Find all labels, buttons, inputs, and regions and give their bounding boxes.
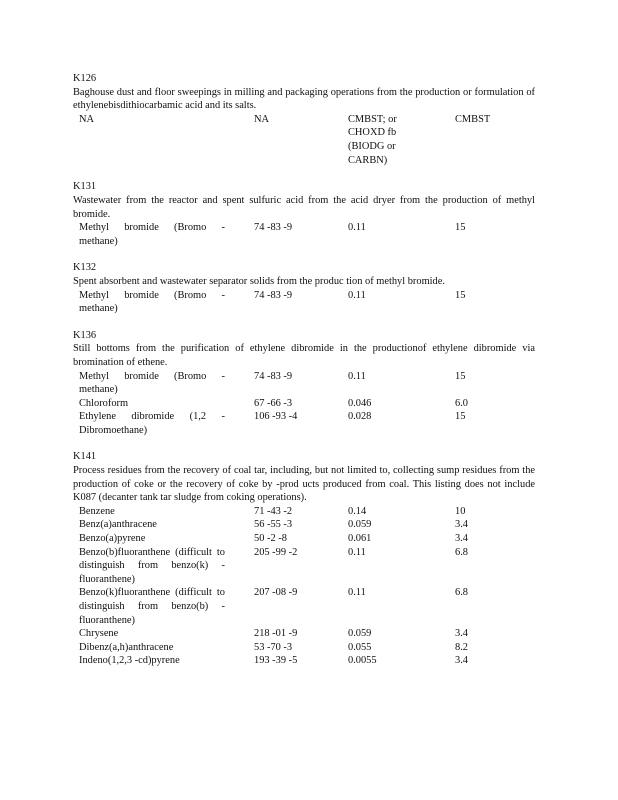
wastewater-standard: 0.028 <box>348 411 372 423</box>
nonwastewater-standard: 15 <box>455 411 466 423</box>
cas-number: 67 -66 -3 <box>254 397 293 409</box>
wastewater-standard: 0.055 <box>348 641 372 653</box>
constituent-name: NA <box>79 113 95 125</box>
waste-description: Spent absorbent and wastewater separator solids from the produc tion of methyl bromide. <box>73 275 445 287</box>
nonwastewater-standard: 10 <box>455 505 466 517</box>
cas-number: 106 -93 -4 <box>254 411 298 423</box>
cas-number: 193 -39 -5 <box>254 655 298 667</box>
table-row <box>73 586 538 627</box>
constituent-name: Chrysene <box>79 628 119 640</box>
table-row <box>73 397 538 411</box>
waste-description: Wastewater from the reactor and spent sulfuric acid from the acid dryer from the production of methyl bromide. <box>73 194 535 220</box>
nonwastewater-standard: 3.4 <box>455 655 468 667</box>
cas-number: 207 -08 -9 <box>254 587 298 599</box>
table-row <box>73 518 538 532</box>
constituent-name: Chloroform <box>79 397 129 409</box>
nonwastewater-standard: 6.8 <box>455 587 468 599</box>
constituent-name: Benzo(b)fluoranthene (difficult to distinguish from benzo(k) - fluoranthene) <box>79 546 225 585</box>
table-row <box>73 113 538 166</box>
cas-number: 71 -43 -2 <box>254 505 293 517</box>
table-row <box>73 410 538 437</box>
cas-number: 218 -01 -9 <box>254 628 298 640</box>
waste-code: K132 <box>73 262 97 274</box>
waste-description: Process residues from the recovery of coal tar, including, but not limited to, collecting sump residues from the production of coke or the recovery of coke by -prod ucts produced from coal. This listing does not include K087 (decanter tank tar sludge from coking operations). <box>73 465 535 504</box>
cas-number: 50 -2 -8 <box>254 533 287 545</box>
wastewater-standard: 0.11 <box>348 546 366 558</box>
waste-code: K141 <box>73 451 97 463</box>
waste-section-k131 <box>73 180 538 248</box>
cas-number: NA <box>254 113 270 125</box>
nonwastewater-standard: 3.4 <box>455 628 468 640</box>
table-row <box>73 370 538 397</box>
constituent-name: Indeno(1,2,3 -cd)pyrene <box>79 655 180 667</box>
waste-code: K131 <box>73 181 97 193</box>
wastewater-standard: 0.059 <box>348 628 372 640</box>
cas-number: 205 -99 -2 <box>254 546 298 558</box>
wastewater-standard: 0.11 <box>348 222 366 234</box>
waste-section-k136 <box>73 329 538 438</box>
waste-description: Baghouse dust and floor sweepings in milling and packaging operations from the production or formulation of ethylenebisdithiocarbamic acid and its salts. <box>73 86 535 112</box>
table-row <box>73 221 538 248</box>
table-row <box>73 627 538 641</box>
constituent-name: Benz(a)anthracene <box>79 519 157 531</box>
wastewater-standard: CMBST; or CHOXD fb (BIODG or CARBN) <box>348 113 397 166</box>
constituent-name: Dibenz(a,h)anthracene <box>79 641 174 653</box>
waste-code: K126 <box>73 73 97 84</box>
constituent-name: Benzo(a)pyrene <box>79 533 146 545</box>
wastewater-standard: 0.059 <box>348 519 372 531</box>
constituent-name: Methyl bromide (Bromo - methane) <box>79 222 225 247</box>
table-row <box>73 289 538 316</box>
nonwastewater-standard: 15 <box>455 222 466 234</box>
constituent-name: Ethylene dibromide (1,2 - Dibromoethane) <box>79 411 225 436</box>
nonwastewater-standard: 15 <box>455 289 466 301</box>
waste-code: K136 <box>73 329 97 341</box>
table-row <box>73 505 538 519</box>
cas-number: 53 -70 -3 <box>254 641 293 653</box>
table-row <box>73 532 538 546</box>
cas-number: 56 -55 -3 <box>254 519 293 531</box>
nonwastewater-standard: 6.0 <box>455 397 468 409</box>
table-row <box>73 641 538 655</box>
constituent-name: Methyl bromide (Bromo - methane) <box>79 289 225 315</box>
nonwastewater-standard: 3.4 <box>455 519 468 531</box>
wastewater-standard: 0.14 <box>348 505 367 517</box>
wastewater-standard: 0.11 <box>348 289 366 301</box>
nonwastewater-standard: 15 <box>455 370 466 382</box>
waste-section-k126 <box>73 72 538 167</box>
nonwastewater-standard: 8.2 <box>455 641 468 653</box>
wastewater-standard: 0.11 <box>348 587 366 599</box>
cas-number: 74 -83 -9 <box>254 370 293 382</box>
constituent-name: Benzene <box>79 505 115 517</box>
nonwastewater-standard: 6.8 <box>455 546 468 558</box>
table-row <box>73 654 538 668</box>
constituent-name: Methyl bromide (Bromo - methane) <box>79 370 225 396</box>
wastewater-standard: 0.061 <box>348 533 372 545</box>
wastewater-standard: 0.0055 <box>348 655 377 667</box>
constituent-name: Benzo(k)fluoranthene (difficult to distinguish from benzo(b) - fluoranthene) <box>79 587 225 626</box>
waste-description: Still bottoms from the purification of ethylene dibromide in the productionof ethylene dibromide via bromination of ethene. <box>73 343 535 368</box>
waste-section-k132 <box>73 261 538 315</box>
table-row <box>73 546 538 587</box>
cas-number: 74 -83 -9 <box>254 222 293 234</box>
nonwastewater-standard: 3.4 <box>455 533 468 545</box>
wastewater-standard: 0.046 <box>348 397 372 409</box>
nonwastewater-standard: CMBST <box>455 113 491 125</box>
waste-section-k141 <box>73 450 538 668</box>
wastewater-standard: 0.11 <box>348 370 366 382</box>
cas-number: 74 -83 -9 <box>254 289 293 301</box>
document-page <box>73 72 538 681</box>
